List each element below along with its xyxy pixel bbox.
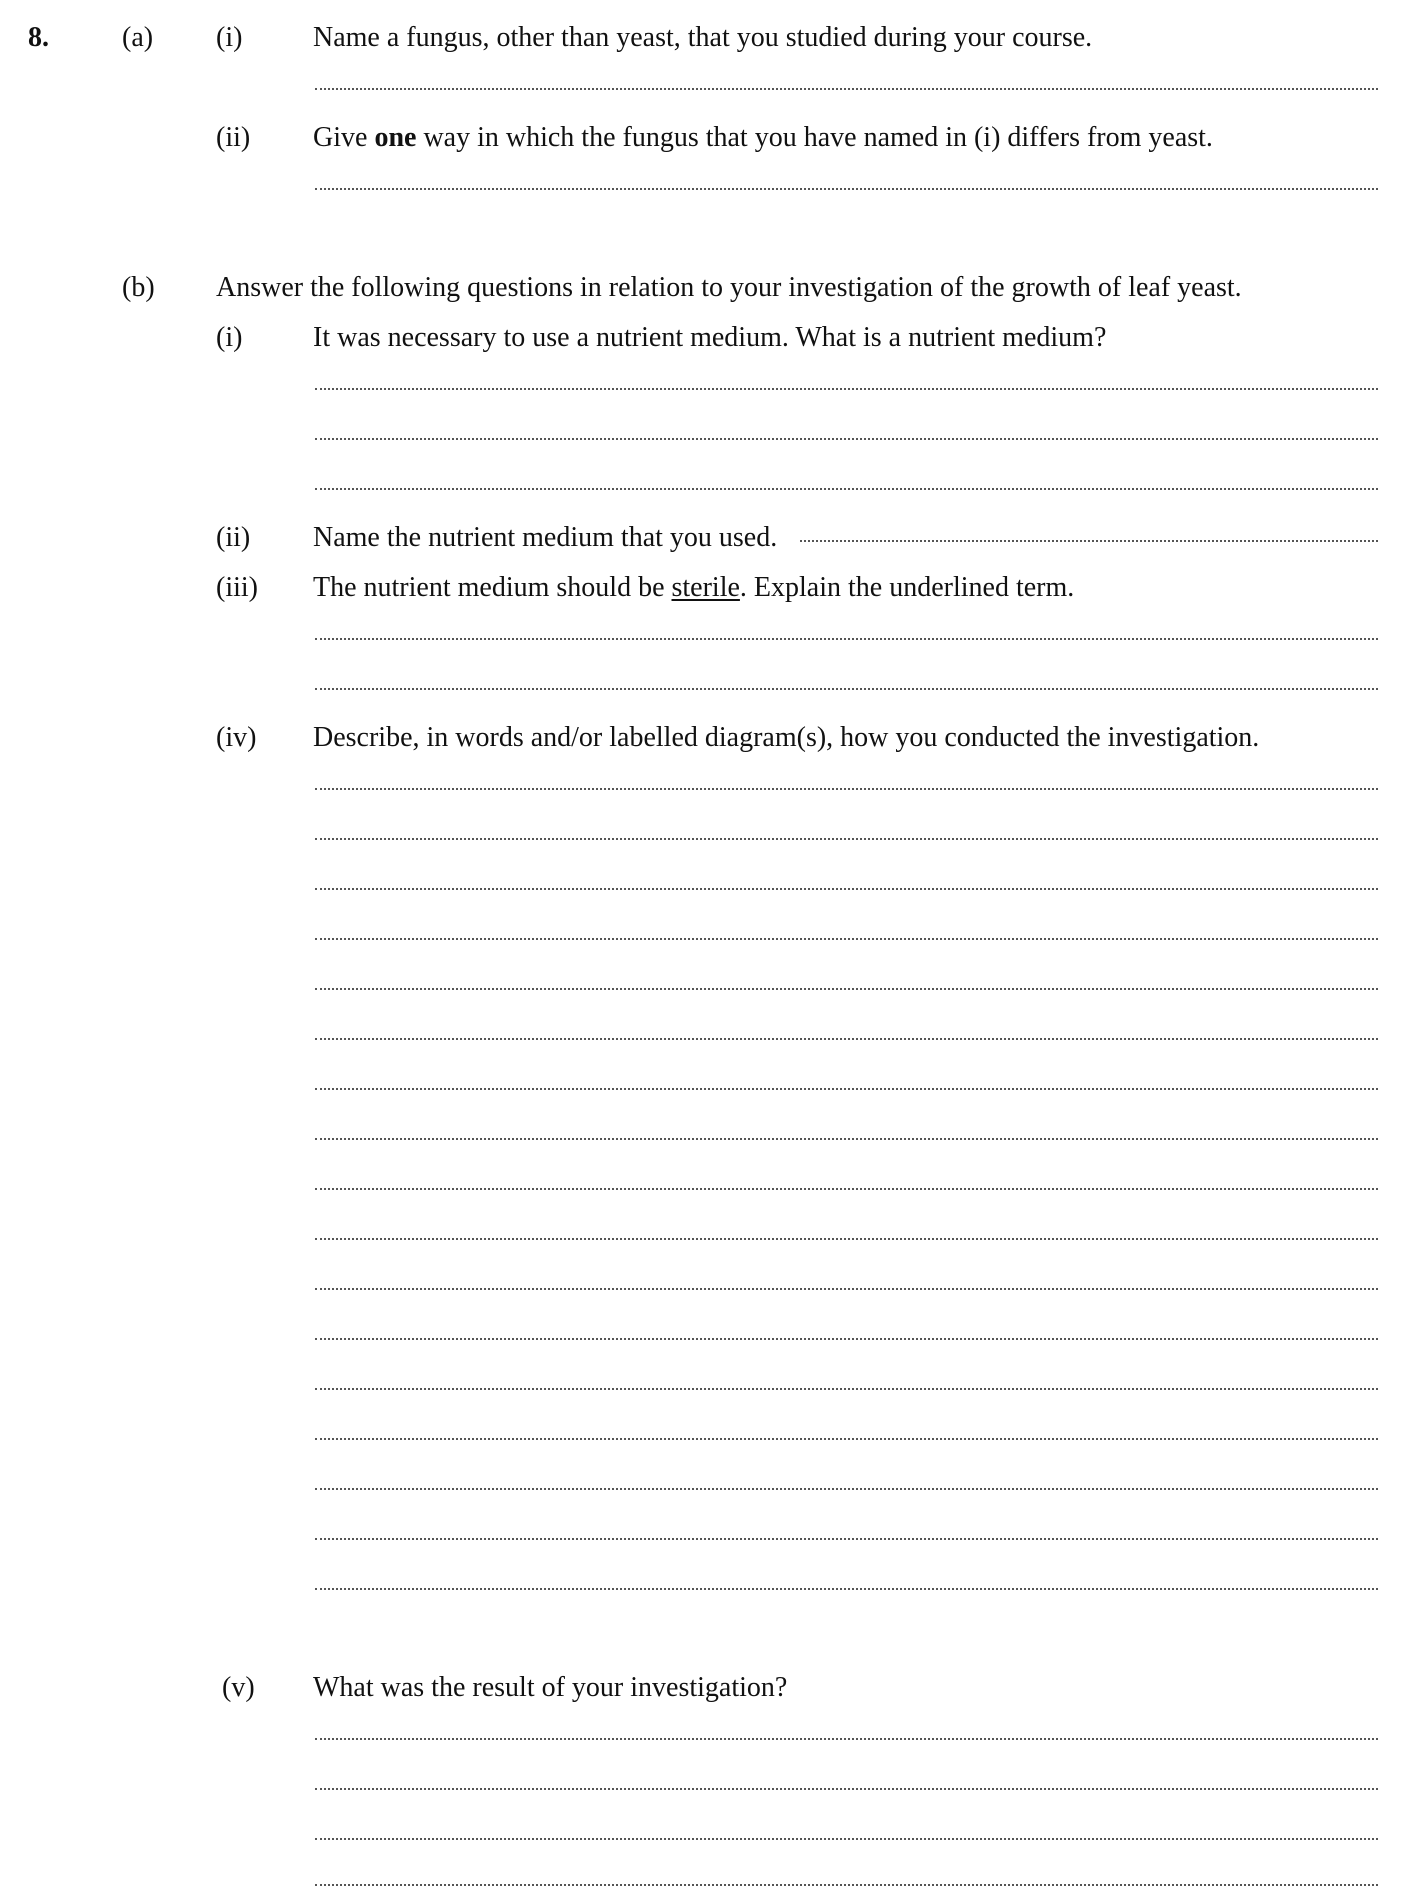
answer-line[interactable] [315,1138,1378,1140]
answer-line[interactable] [315,1438,1378,1440]
part-a-i-question: Name a fungus, other than yeast, that you studied during your course. [313,22,1093,53]
answer-line[interactable] [315,788,1378,790]
answer-line[interactable] [315,188,1378,190]
part-b-iii-label: (iii) [216,572,258,603]
part-b-iv-question: Describe, in words and/or labelled diagram(s), how you conducted the investigation. [313,722,1260,753]
answer-line[interactable] [315,488,1378,490]
answer-line[interactable] [315,438,1378,440]
answer-line[interactable] [315,1488,1378,1490]
answer-line[interactable] [315,1188,1378,1190]
part-b-v-label: (v) [222,1672,255,1703]
question-number: 8. [28,22,49,53]
part-b-ii-label: (ii) [216,522,251,553]
answer-line[interactable] [315,688,1378,690]
answer-line[interactable] [315,1388,1378,1390]
answer-line[interactable] [315,1338,1378,1340]
answer-line[interactable] [315,938,1378,940]
answer-line[interactable] [315,1538,1378,1540]
part-a-i-label: (i) [216,22,243,53]
part-b-i-label: (i) [216,322,243,353]
part-b-i-question: It was necessary to use a nutrient medium. What is a nutrient medium? [313,322,1107,353]
part-b-intro: Answer the following questions in relation to your investigation of the growth of leaf yeast. [216,272,1242,303]
part-a-ii-label: (ii) [216,122,251,153]
part-a-ii-question: Give one way in which the fungus that you have named in (i) differs from yeast. [313,122,1213,153]
answer-line[interactable] [315,1588,1378,1590]
answer-line[interactable] [315,388,1378,390]
answer-line[interactable] [315,1238,1378,1240]
answer-line[interactable] [315,638,1378,640]
answer-line[interactable] [315,838,1378,840]
answer-line[interactable] [315,1884,1378,1886]
answer-line[interactable] [315,1838,1378,1840]
part-b-label: (b) [122,272,155,303]
answer-line[interactable] [315,988,1378,990]
answer-line[interactable] [315,888,1378,890]
answer-line[interactable] [315,1788,1378,1790]
answer-line[interactable] [315,88,1378,90]
underlined-term: sterile [671,572,740,603]
part-b-iv-label: (iv) [216,722,257,753]
answer-line[interactable] [315,1288,1378,1290]
inline-answer-line[interactable] [800,540,1378,542]
answer-line[interactable] [315,1738,1378,1740]
part-a-label: (a) [122,22,154,53]
part-b-v-question: What was the result of your investigation? [313,1672,788,1703]
emphasis-one: one [374,122,417,153]
part-b-ii-question: Name the nutrient medium that you used. [313,522,778,553]
answer-line[interactable] [315,1088,1378,1090]
part-b-iii-question: The nutrient medium should be sterile. Explain the underlined term. [313,572,1075,603]
answer-line[interactable] [315,1038,1378,1040]
